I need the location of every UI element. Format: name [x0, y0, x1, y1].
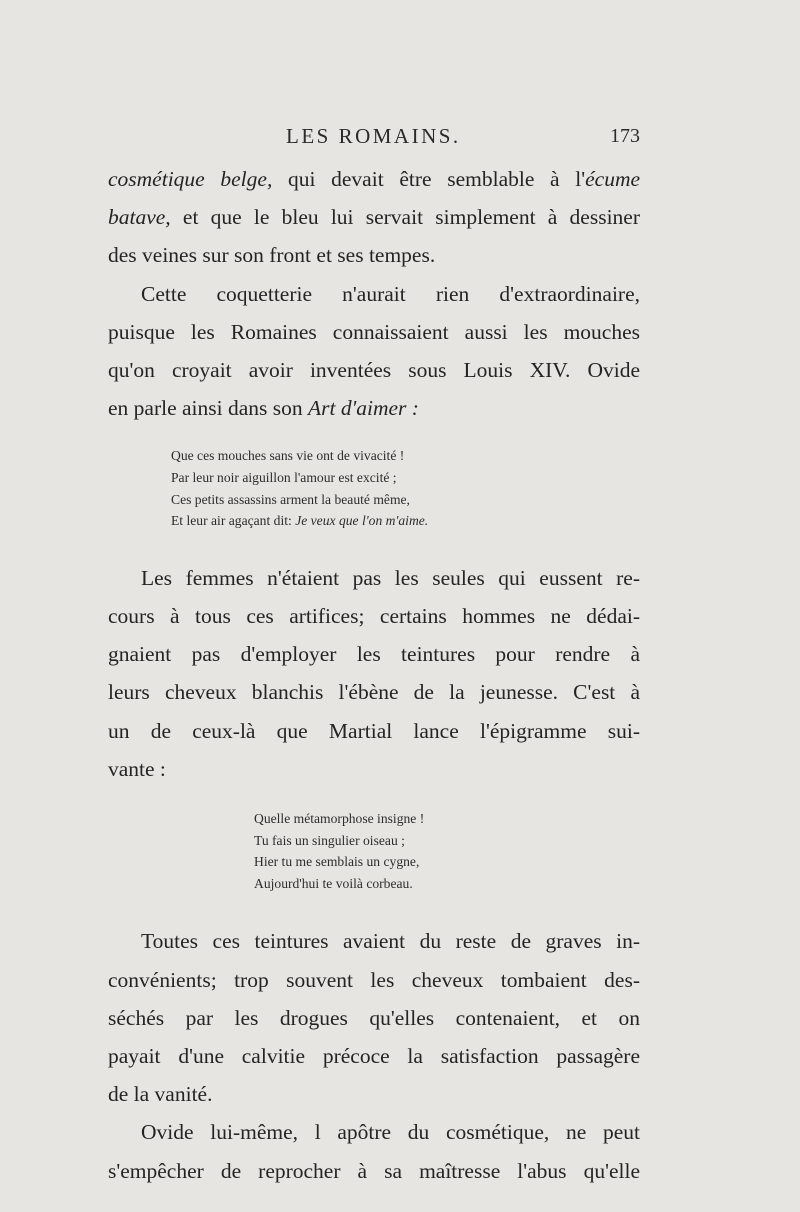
text-run: Et leur air agaçant dit:	[171, 513, 296, 529]
paragraph-3-line-5: un de ceux-là que Martial lance l'épigramme sui-	[108, 718, 640, 743]
paragraph-2-line-3: qu'on croyait avoir inventées sous Louis XIV. Ovide	[108, 358, 640, 383]
paragraph-5-line-1: Ovide lui-même, l apôtre du cosmétique, ne peut	[141, 1120, 640, 1145]
text-run: et que le bleu lui servait simplement à dessiner	[170, 205, 640, 230]
paragraph-3-line-1: Les femmes n'étaient pas les seules qui eussent re-	[141, 565, 640, 590]
paragraph-3-line-6: vante :	[108, 756, 166, 781]
paragraph-3-line-4: leurs cheveux blanchis l'ébène de la jeunesse. C'est à	[108, 680, 640, 705]
paragraph-4-line-1: Toutes ces teintures avaient du reste de graves in-	[141, 929, 640, 954]
paragraph-1-line-3: des veines sur son front et ses tempes.	[108, 243, 436, 268]
verse-line: Par leur noir aiguillon l'amour est excité ;	[171, 470, 397, 486]
body-text	[108, 160, 640, 1190]
book-title: Art d'aimer :	[308, 396, 419, 421]
paragraph-1-line-2	[108, 198, 640, 236]
page-number: 173	[610, 125, 640, 147]
italic-phrase: batave,	[108, 205, 171, 230]
paragraph-4-line-3: séchés par les drogues qu'elles contenaient, et on	[108, 1005, 640, 1030]
verse-line: Que ces mouches sans vie ont de vivacité !	[171, 448, 405, 464]
verse-line: Quelle métamorphose insigne !	[254, 811, 425, 827]
verse-line	[171, 510, 640, 532]
paragraph-2-line-4	[108, 389, 640, 427]
verse-line: Aujourd'hui te voilà corbeau.	[254, 875, 413, 891]
text-run: qui devait être semblable à l'	[272, 167, 586, 191]
paragraph-4-line-5: de la vanité.	[108, 1082, 213, 1107]
paragraph-3-line-2: cours à tous ces artifices; certains hommes ne dédai-	[108, 604, 640, 628]
paragraph-4-line-4: payait d'une calvitie précoce la satisfaction passagère	[108, 1044, 640, 1068]
verse-line: Tu fais un singulier oiseau ;	[254, 832, 405, 848]
italic-phrase: écume	[585, 167, 641, 191]
verse-line: Hier tu me semblais un cygne,	[254, 854, 420, 870]
text-run: en parle ainsi dans son	[108, 396, 309, 421]
italic-phrase: Je veux que l'on m'aime.	[295, 513, 429, 529]
paragraph-1-line-1	[108, 160, 640, 198]
paragraph-4-line-2: convénients; trop souvent les cheveux tombaient des-	[108, 967, 640, 992]
verse-quotation-martial	[108, 808, 640, 894]
header-title: LES ROMAINS.	[286, 124, 461, 148]
paragraph-2-line-2: puisque les Romaines connaissaient aussi les mouches	[108, 319, 640, 344]
paragraph-5-line-2: s'empêcher de reprocher à sa maîtresse l'abus qu'elle	[108, 1158, 640, 1183]
verse-line: Ces petits assassins arment la beauté même,	[171, 491, 410, 507]
paragraph-3-line-3: gnaient pas d'employer les teintures pour rendre à	[108, 642, 640, 667]
running-header	[108, 124, 640, 154]
verse-quotation-ovid	[108, 445, 640, 531]
italic-phrase: cosmétique belge,	[108, 167, 273, 191]
paragraph-2-line-1: Cette coquetterie n'aurait rien d'extraordinaire,	[141, 281, 640, 306]
